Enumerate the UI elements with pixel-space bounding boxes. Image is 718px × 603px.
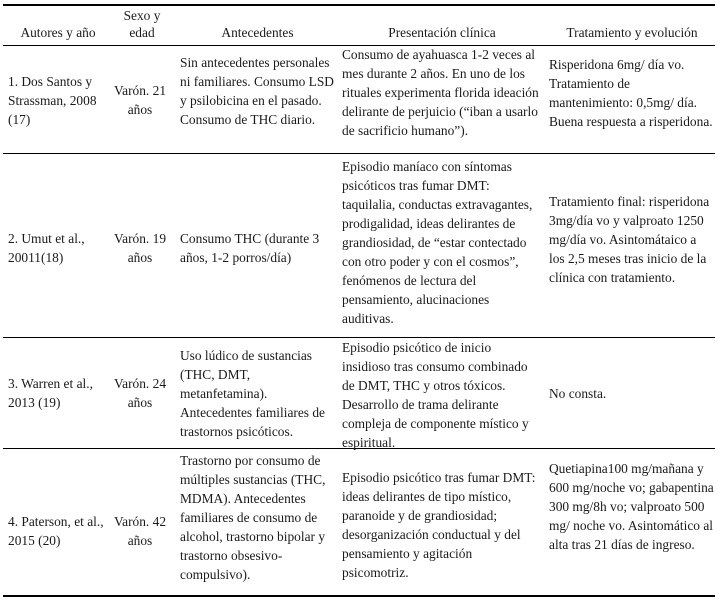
header-treatment: Tratamiento y evolución <box>566 25 698 40</box>
row4-sex-age: Varón. 42 años <box>113 514 167 548</box>
header-sex-age: Sexo y edad <box>123 8 161 40</box>
header-history: Antecedentes <box>221 25 294 40</box>
row4-authors: 4. Paterson, et al., 2015 (20) <box>8 514 104 548</box>
table-bottom-rule <box>3 595 715 597</box>
row1-history: Sin antecedentes personales ni familiares. Consumo LSD y psilobicina en el pasado. Consumo de THC diario. <box>180 55 334 127</box>
row-divider <box>3 153 715 154</box>
row2-presentation: Episodio maníaco con síntomas psicóticos tras fumar DMT: taquilalia, conductas extravagantes, prodigalidad, ideas delirantes de grandiosidad, de “estar contectado con otro poder y con el cosmos”, fenómenos de lectura del pensamiento, alucinaciones auditivas. <box>342 159 533 326</box>
row1-authors: 1. Dos Santos y Strassman, 2008 (17) <box>8 74 97 127</box>
row3-treatment: No consta. <box>549 386 607 401</box>
row2-history: Consumo THC (durante 3 años, 1-2 porros/día) <box>180 231 320 265</box>
row2-authors: 2. Umut et al., 20011(18) <box>8 231 85 265</box>
header-presentation: Presentación clínica <box>388 25 496 40</box>
row1-treatment: Risperidona 6mg/ día vo. Tratamiento de mantenimiento: 0,5mg/ día. Buena respuesta a risperidona. <box>549 57 713 129</box>
row3-sex-age: Varón. 24 años <box>113 376 167 410</box>
row3-history: Uso lúdico de sustancias (THC, DMT, metanfetamina). Antecedentes familiares de trastornos psicóticos. <box>180 348 325 439</box>
row4-treatment: Quetiapina100 mg/mañana y 600 mg/noche vo; gabapentina 300 mg/8h vo; valproato 500 mg/ noche vo. Asintomático al alta tras 21 días de ingreso. <box>549 461 714 552</box>
row3-presentation: Episodio psicótico de inicio insidioso tras consumo combinado de DMT, THC y otros tóxicos. Desarrollo de trama delirante compleja de componente místico y espiritual. <box>342 340 529 450</box>
table-top-rule <box>3 4 715 6</box>
row1-sex-age: Varón. 21 años <box>113 83 167 117</box>
row4-presentation: Episodio psicótico tras fumar DMT: ideas delirantes de tipo místico, paranoide y de grandiosidad; desorganización conductual y del pensamiento y agitación psicomotriz. <box>342 470 536 580</box>
row3-authors: 3. Warren et al., 2013 (19) <box>8 376 93 410</box>
row1-presentation: Consumo de ayahuasca 1-2 veces al mes durante 2 años. En uno de los rituales experimenta florida ideación delirante de perjuicio (“iban a usarlo de sacrificio humano”). <box>342 47 539 138</box>
row2-treatment: Tratamiento final: risperidona 3mg/día vo y valproato 1250 mg/día vo. Asintomátaico a los 2,5 meses tras inicio de la clínica con tratamiento. <box>549 194 710 285</box>
row4-history: Trastorno por consumo de múltiples sustancias (THC, MDMA). Antecedentes familiares de consumo de alcohol, trastorno bipolar y trastorno obsesivo-compulsivo). <box>180 453 326 582</box>
row2-sex-age: Varón. 19 años <box>113 231 167 265</box>
header-authors: Autores y año <box>20 25 96 40</box>
